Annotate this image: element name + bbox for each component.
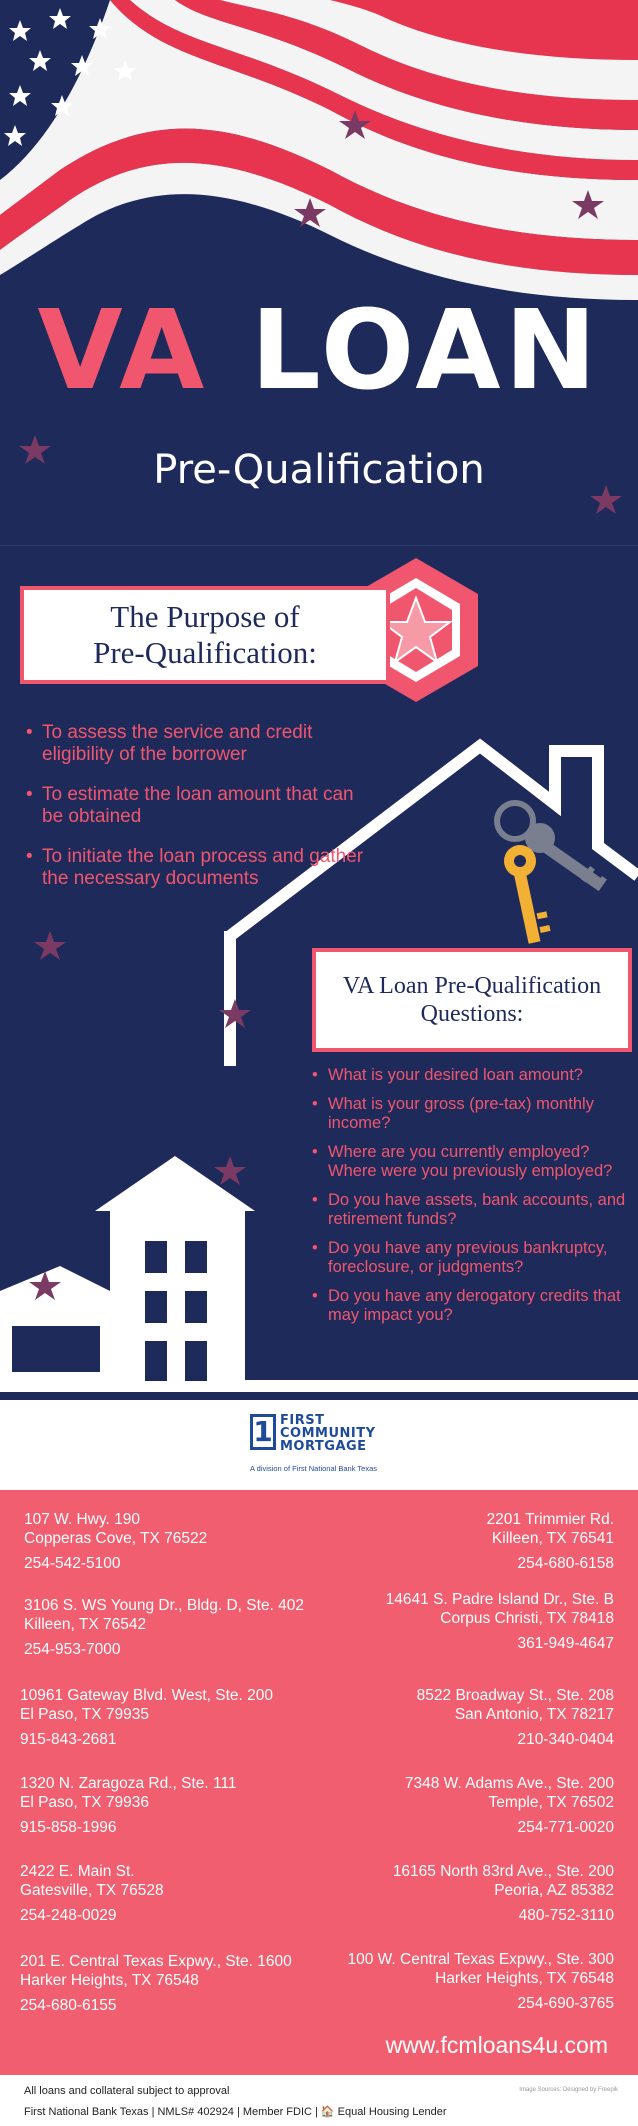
questions-heading-line2: Questions: bbox=[420, 1001, 524, 1027]
office-left-5 bbox=[20, 1952, 320, 2015]
list-item: • Do you have any derogatory credits that may impact you? bbox=[312, 1287, 636, 1325]
office-phone[interactable]: 254-542-5100 bbox=[24, 1555, 121, 1572]
logo-line3: MORTGAGE bbox=[280, 1439, 367, 1454]
office-city: Corpus Christi, TX 78418 bbox=[440, 1610, 614, 1627]
questions-list bbox=[312, 1066, 636, 1335]
office-right-3 bbox=[314, 1774, 614, 1837]
office-locations bbox=[0, 1490, 638, 2075]
website-link[interactable]: www.fcmloans4u.com bbox=[385, 2032, 608, 2058]
logo-tagline: A division of First National Bank Texas bbox=[250, 1464, 378, 1473]
office-address: 2422 E. Main St. bbox=[20, 1863, 135, 1880]
office-phone[interactable]: 254-680-6155 bbox=[20, 1997, 117, 2014]
main-title bbox=[0, 286, 638, 414]
office-phone[interactable]: 254-953-7000 bbox=[24, 1641, 121, 1658]
office-address: 201 E. Central Texas Expwy., Ste. 1600 bbox=[20, 1953, 292, 1970]
office-left-3 bbox=[20, 1774, 320, 1837]
office-city: El Paso, TX 79936 bbox=[20, 1794, 149, 1811]
purpose-heading-line1: The Purpose of bbox=[110, 599, 300, 634]
office-right-1 bbox=[314, 1590, 614, 1653]
questions-heading-box bbox=[312, 948, 632, 1052]
office-city: Copperas Cove, TX 76522 bbox=[24, 1530, 208, 1547]
office-city: Harker Heights, TX 76548 bbox=[20, 1972, 199, 1989]
office-left-1 bbox=[24, 1596, 324, 1659]
logo-mark: 1 bbox=[250, 1414, 276, 1450]
logo-section bbox=[0, 1400, 638, 1490]
office-city: Killeen, TX 76541 bbox=[491, 1530, 614, 1547]
office-address: 1320 N. Zaragoza Rd., Ste. 111 bbox=[20, 1775, 237, 1792]
main-subtitle: Pre-Qualification bbox=[153, 447, 485, 493]
list-item: • To assess the service and credit eligibility of the borrower bbox=[26, 722, 366, 766]
logo-wordmark bbox=[280, 1414, 410, 1453]
office-phone[interactable]: 254-248-0029 bbox=[20, 1907, 117, 1924]
info-section bbox=[0, 545, 638, 1400]
office-phone[interactable]: 480-752-3110 bbox=[518, 1907, 614, 1924]
office-phone[interactable]: 254-680-6158 bbox=[517, 1555, 614, 1572]
list-item: • Do you have assets, bank accounts, and retirement funds? bbox=[312, 1191, 636, 1229]
office-city: Harker Heights, TX 76548 bbox=[435, 1970, 614, 1987]
office-address: 14641 S. Padre Island Dr., Ste. B bbox=[385, 1591, 614, 1608]
logo-line2: COMMUNITY bbox=[280, 1426, 376, 1441]
office-address: 16165 North 83rd Ave., Ste. 200 bbox=[392, 1863, 614, 1880]
office-city: Peoria, AZ 85382 bbox=[494, 1882, 614, 1899]
office-city: San Antonio, TX 78217 bbox=[454, 1706, 614, 1723]
office-right-0 bbox=[314, 1510, 614, 1573]
list-item: • What is your gross (pre-tax) monthly income? bbox=[312, 1095, 636, 1133]
office-right-5 bbox=[314, 1950, 614, 2013]
purpose-heading-line2: Pre-Qualification: bbox=[93, 635, 317, 670]
list-item: • Where are you currently employed? Where were you previously employed? bbox=[312, 1143, 636, 1181]
footer-disclaimer: All loans and collateral subject to approval bbox=[24, 2085, 230, 2097]
questions-heading-line1: VA Loan Pre-Qualification bbox=[342, 973, 602, 999]
company-logo bbox=[250, 1414, 400, 1474]
footer-legal: First National Bank Texas | NMLS# 402924 | Member FDIC | 🏠 Equal Housing Lender bbox=[24, 2106, 447, 2118]
office-right-4 bbox=[314, 1862, 614, 1925]
office-phone[interactable]: 915-843-2681 bbox=[20, 1731, 117, 1748]
office-phone[interactable]: 361-949-4647 bbox=[517, 1635, 614, 1652]
office-address: 3106 S. WS Young Dr., Bldg. D, Ste. 402 bbox=[24, 1597, 305, 1614]
hero-banner bbox=[0, 0, 638, 545]
office-city: El Paso, TX 79935 bbox=[20, 1706, 149, 1723]
office-phone[interactable]: 254-690-3765 bbox=[517, 1995, 614, 2012]
list-item: • What is your desired loan amount? bbox=[312, 1066, 636, 1085]
logo-line1: FIRST bbox=[280, 1413, 325, 1428]
office-address: 2201 Trimmier Rd. bbox=[486, 1511, 614, 1528]
list-item: • To estimate the loan amount that can be obtained bbox=[26, 784, 366, 828]
office-address: 8522 Broadway St., Ste. 208 bbox=[416, 1687, 614, 1704]
office-city: Killeen, TX 76542 bbox=[24, 1616, 147, 1633]
office-address: 10961 Gateway Blvd. West, Ste. 200 bbox=[20, 1687, 274, 1704]
purpose-list bbox=[26, 722, 366, 908]
office-left-0 bbox=[24, 1510, 324, 1573]
list-item: • Do you have any previous bankruptcy, foreclosure, or judgments? bbox=[312, 1239, 636, 1277]
purpose-heading-box bbox=[20, 586, 390, 684]
office-phone[interactable]: 210-340-0404 bbox=[517, 1731, 614, 1748]
office-address: 100 W. Central Texas Expwy., Ste. 300 bbox=[347, 1951, 614, 1968]
list-item: • To initiate the loan process and gather the necessary documents bbox=[26, 846, 366, 890]
office-address: 107 W. Hwy. 190 bbox=[24, 1511, 141, 1528]
title-loan: LOAN bbox=[250, 286, 601, 414]
office-phone[interactable]: 915-858-1996 bbox=[20, 1819, 117, 1836]
office-city: Temple, TX 76502 bbox=[488, 1794, 614, 1811]
image-credit: Image Sources: Designed by Freepik bbox=[519, 2087, 618, 2093]
office-phone[interactable]: 254-771-0020 bbox=[517, 1819, 614, 1836]
office-left-2 bbox=[20, 1686, 320, 1749]
footer bbox=[0, 2075, 638, 2126]
office-left-4 bbox=[20, 1862, 320, 1925]
title-va: VA bbox=[37, 286, 209, 414]
office-address: 7348 W. Adams Ave., Ste. 200 bbox=[404, 1775, 614, 1792]
office-city: Gatesville, TX 76528 bbox=[20, 1882, 164, 1899]
office-right-2 bbox=[314, 1686, 614, 1749]
